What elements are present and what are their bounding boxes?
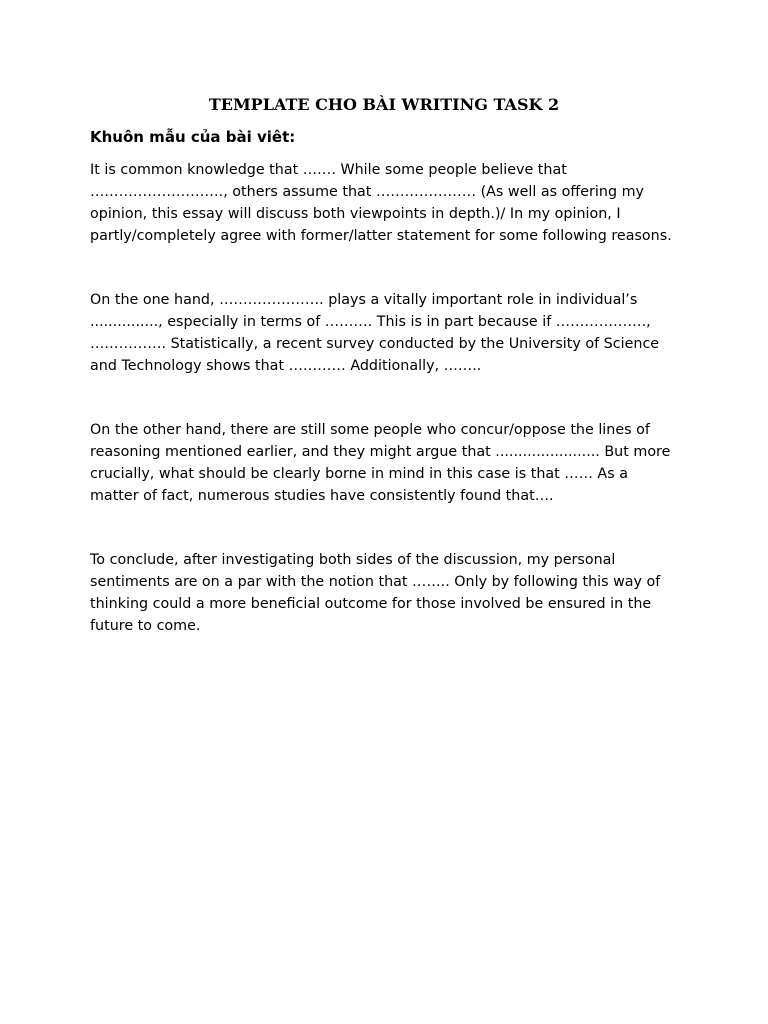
paragraph-conclusion — [90, 549, 710, 637]
paragraph-line: opinion, this essay will discuss both viewpoints in depth.)/ In my opinion, I — [90, 206, 621, 222]
paragraph-line: To conclude, after investigating both sides of the discussion, my personal — [90, 552, 616, 568]
paragraph-line: On the other hand, there are still some people who concur/oppose the lines of — [90, 422, 650, 438]
paragraph-line: future to come. — [90, 618, 201, 634]
paragraph-line: and Technology shows that ………… Additionally, …….. — [90, 358, 482, 374]
paragraph-line: partly/completely agree with former/latter statement for some following reasons. — [90, 228, 672, 244]
paragraph-body-2 — [90, 419, 710, 507]
paragraph-line: ……………. Statistically, a recent survey conducted by the University of Science — [90, 336, 660, 352]
paragraph-line: reasoning mentioned earlier, and they might argue that ....................... But more — [90, 444, 671, 460]
paragraph-line: It is common knowledge that ……. While some people believe that — [90, 162, 567, 178]
paragraph-line: ………………………., others assume that ………………… (As well as offering my — [90, 184, 644, 200]
paragraph-line: crucially, what should be clearly borne in mind in this case is that …… As a — [90, 466, 628, 482]
document-subtitle: Khuôn mẫu của bài viêt: — [90, 128, 296, 146]
paragraph-line: sentiments are on a par with the notion that …….. Only by following this way of — [90, 574, 661, 590]
paragraph-body-1 — [90, 289, 710, 377]
paragraph-line: matter of fact, numerous studies have consistently found that…. — [90, 488, 554, 504]
paragraph-introduction — [90, 159, 710, 247]
paragraph-line: thinking could a more beneficial outcome for those involved be ensured in the — [90, 596, 652, 612]
paragraph-line: ..............., especially in terms of ………. This is in part because if ………………., — [90, 314, 651, 330]
document-title: TEMPLATE CHO BÀI WRITING TASK 2 — [208, 95, 560, 114]
paragraph-line: On the one hand, …………………. plays a vitally important role in individual’s — [90, 292, 638, 308]
